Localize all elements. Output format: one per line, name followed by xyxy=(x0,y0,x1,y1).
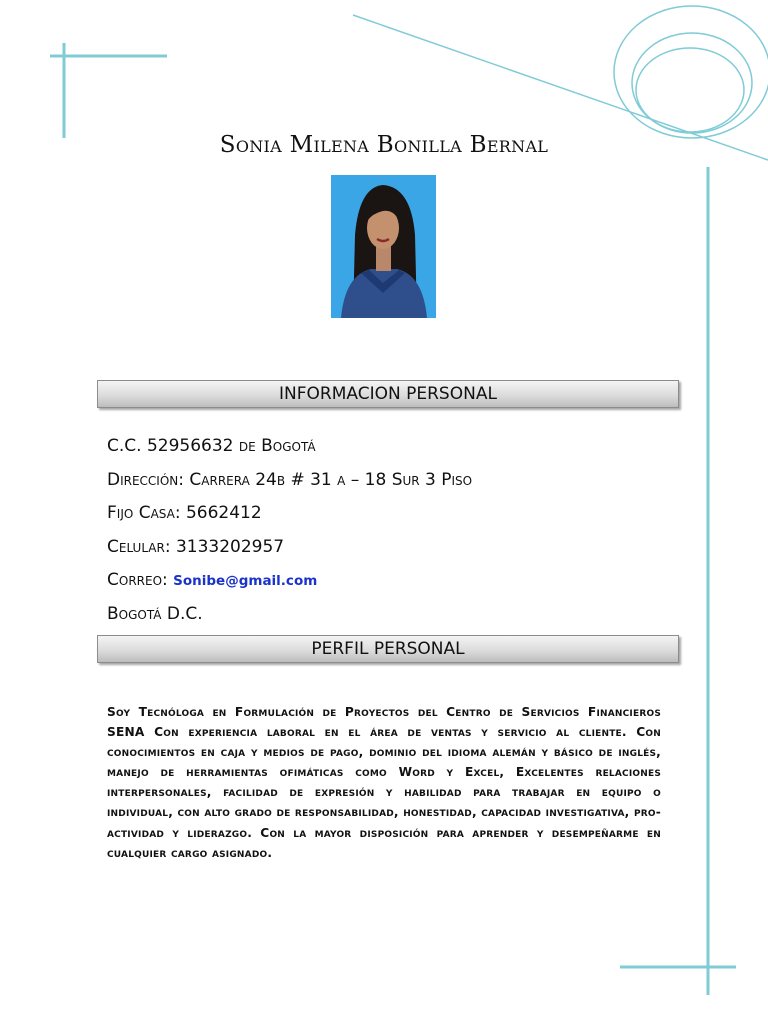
email-label: Correo: xyxy=(107,570,174,590)
decor-circle-inner xyxy=(636,48,744,132)
decor-circle-outer xyxy=(614,6,768,138)
email-link[interactable]: Sonibe@gmail.com xyxy=(173,573,318,589)
mobile-phone: Celular: 3133202957 xyxy=(107,536,285,557)
section-title-personal-info: INFORMACION PERSONAL xyxy=(97,380,679,408)
address: Dirección: Carrera 24b # 31 a – 18 Sur 3 Piso xyxy=(107,469,473,490)
email-row xyxy=(107,564,472,598)
city: Bogotá D.C. xyxy=(107,603,203,624)
personal-info-list xyxy=(107,430,472,631)
home-phone: Fijo Casa: 5662412 xyxy=(107,503,262,523)
section-title-profile: PERFIL PERSONAL xyxy=(97,635,679,663)
portrait-image xyxy=(331,175,436,318)
page-title: Sonia Milena Bonilla Bernal xyxy=(219,132,549,158)
profile-photo xyxy=(331,175,436,318)
id-number: C.C. 52956632 de Bogotá xyxy=(107,436,316,456)
profile-paragraph: Soy Tecnóloga en Formulación de Proyectos del Centro de Servicios Financieros SENA Con experiencia laboral en el área de ventas y servicio al cliente. Con conocimientos en caja y medios de pago, dominio del idioma alemán y básico de inglés, manejo de herramientas ofimáticas como Word y Excel, Excelentes relaciones interpersonales, facilidad de expresión y habilidad para trabajar en equipo o individual, con alto grado de responsabilidad, honestidad, capacidad investigativa, pro-actividad y liderazgo. Con la mayor disposición para aprender y desempeñarme en cualquier cargo asignado. xyxy=(107,705,661,860)
